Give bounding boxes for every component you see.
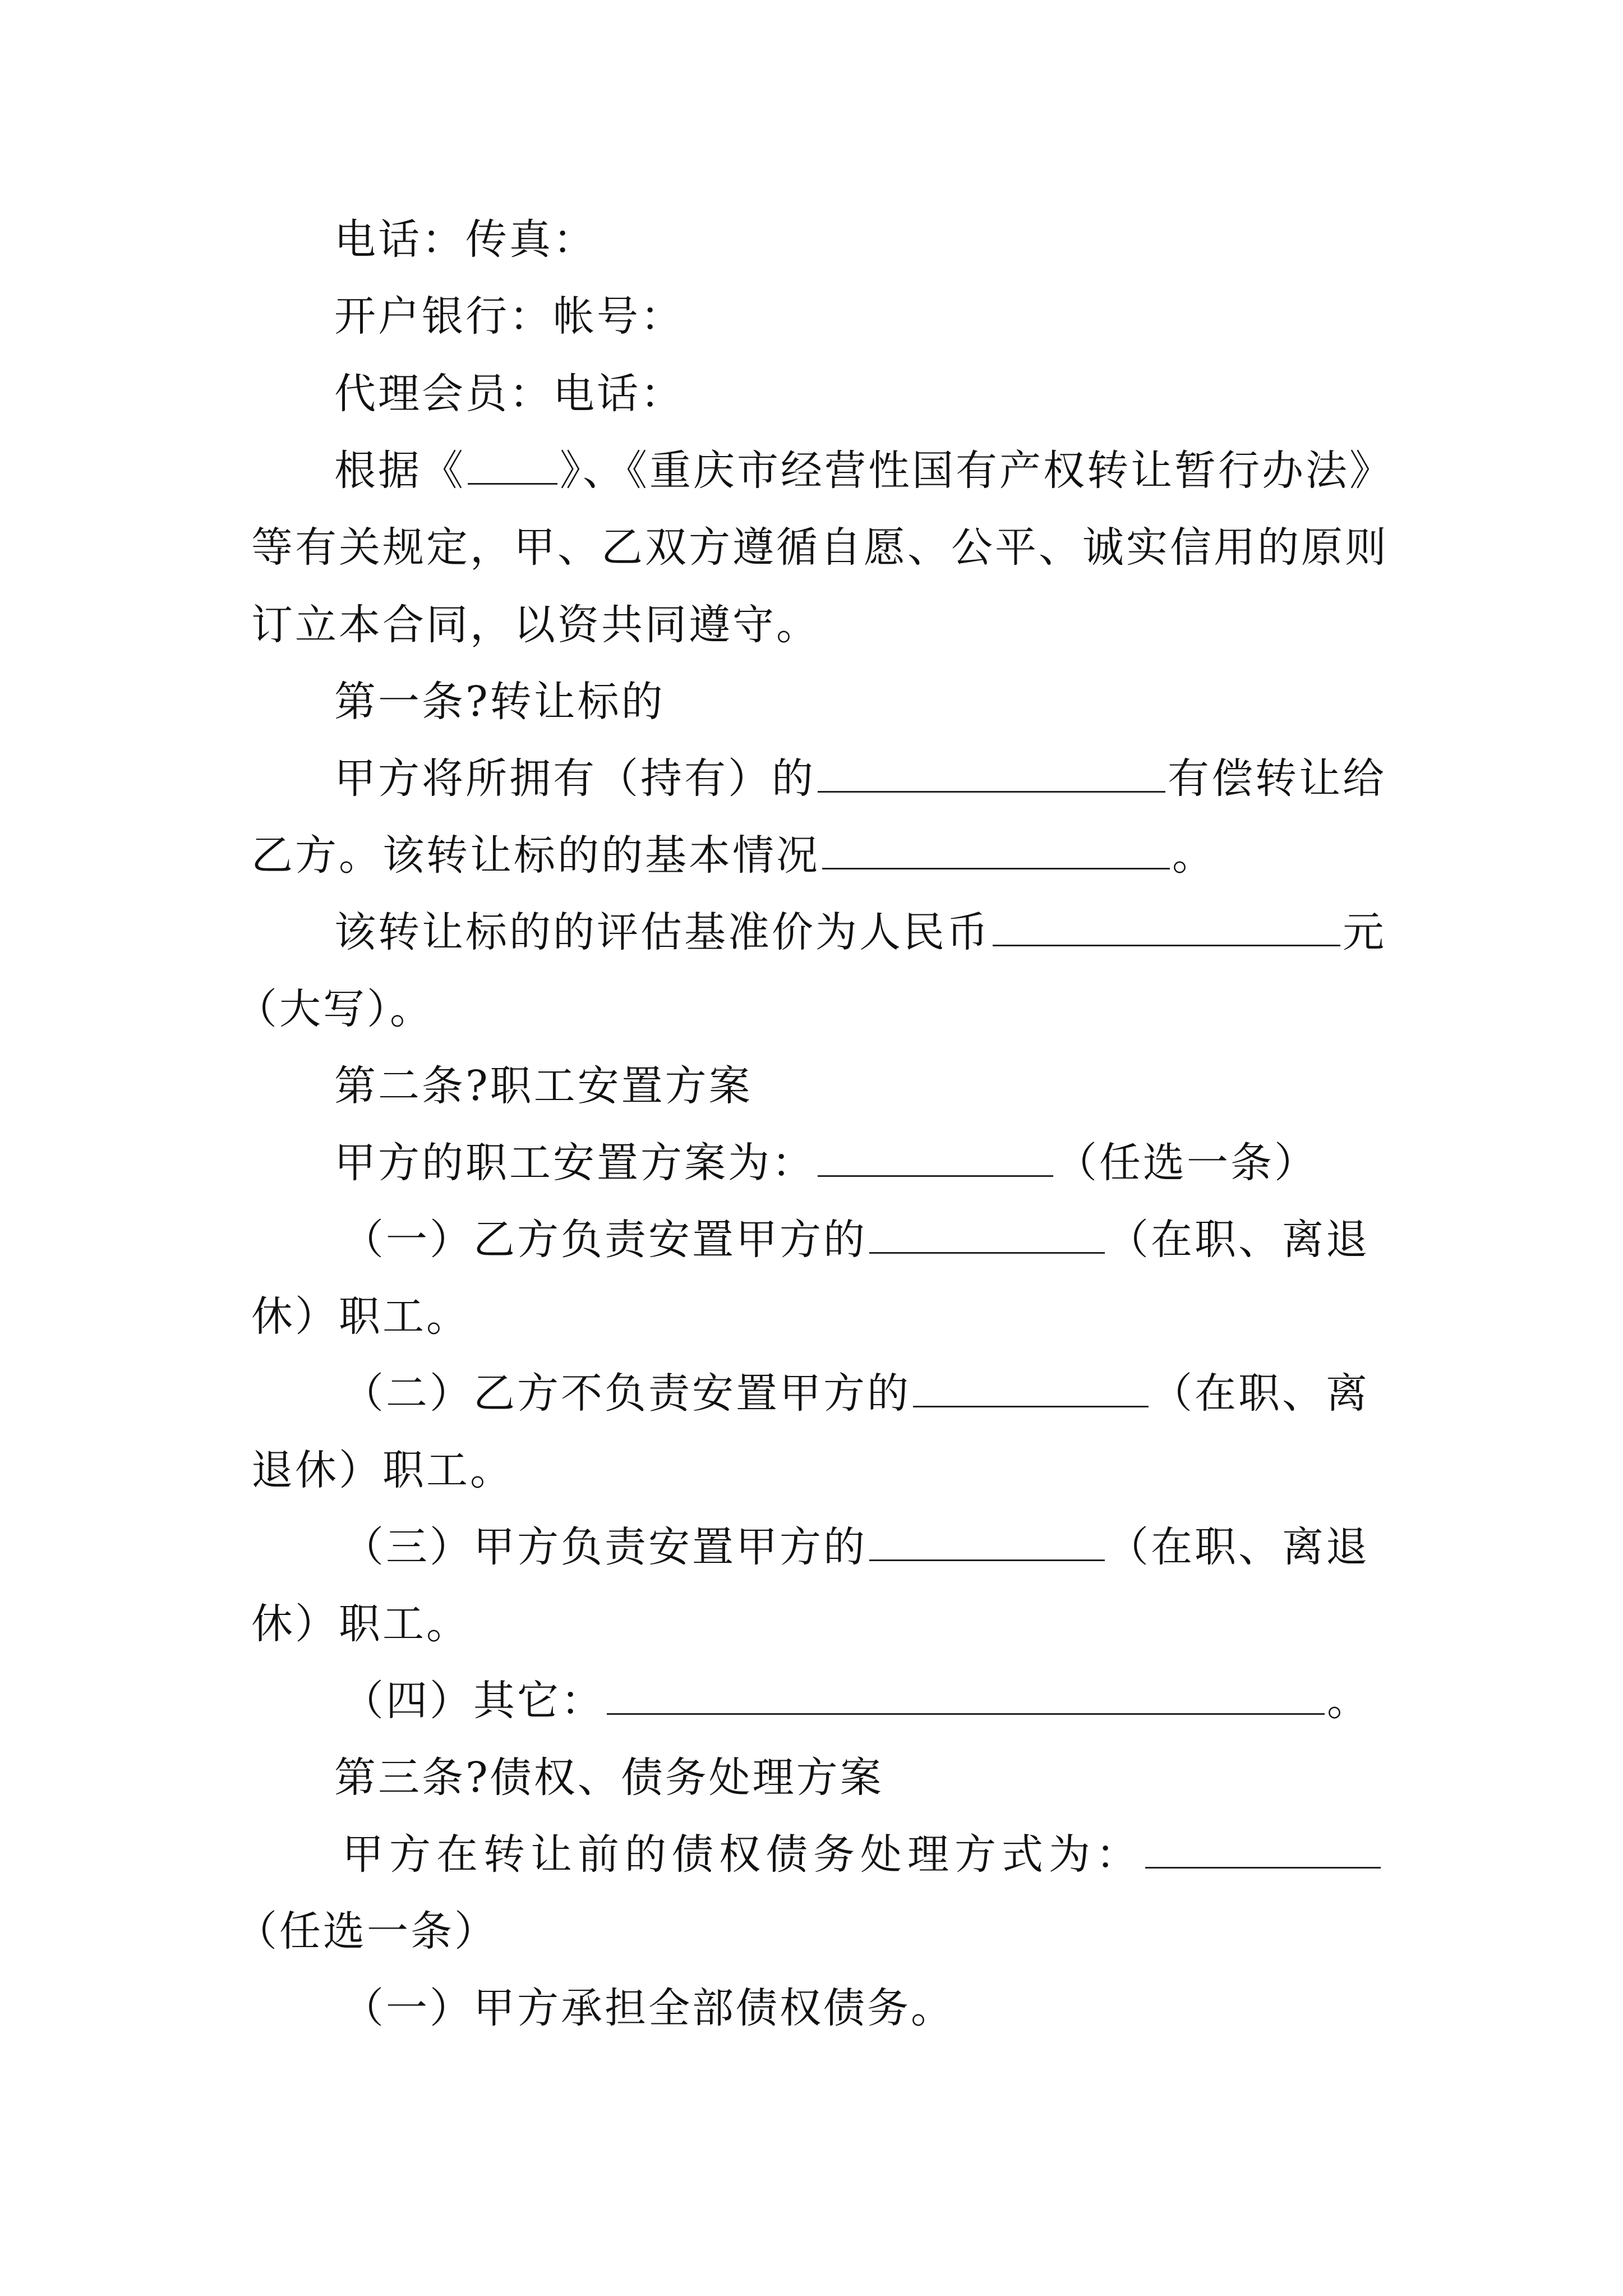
staff-plan-text: 甲方的职工安置方案为： <box>334 1139 815 1187</box>
option-one-end-text: 休）职工。 <box>251 1292 470 1341</box>
article-three-heading <box>334 1747 884 1809</box>
option-two-text: （二）乙方不负责安置甲方的 <box>342 1369 911 1418</box>
option-four-period: 。 <box>1327 1677 1371 1725</box>
staff-plan-choose: （任选一条） <box>1055 1139 1318 1187</box>
option-three-blank <box>869 1557 1105 1561</box>
text-line-contract-made <box>251 594 820 656</box>
valuation-text: 该转让标的的评估基准价为人民币 <box>334 908 990 956</box>
agent-phone-label: 代理会员：电话： <box>334 370 684 418</box>
text-line-debt-choose <box>236 1901 498 1962</box>
option-one-text: （一）乙方负责安置甲方的 <box>342 1216 867 1264</box>
text-line-agent-phone <box>334 363 684 425</box>
text-line-option-four <box>342 1670 1371 1732</box>
basic-info-text: 乙方。该转让标的的基本情况 <box>251 831 820 880</box>
transfer-paid-text: 有偿转让给 <box>1168 754 1386 803</box>
text-line-option-three-end <box>251 1593 470 1655</box>
transfer-subject-text: 甲方将所拥有（持有）的 <box>334 754 815 803</box>
uppercase-text: （大写）。 <box>236 985 434 1033</box>
text-line-principles <box>251 517 1389 578</box>
text-line-basis <box>334 440 1393 501</box>
valuation-unit: 元 <box>1343 908 1386 956</box>
debt-method-blank <box>1145 1865 1381 1869</box>
article-two-heading <box>334 1055 753 1117</box>
law-name-blank <box>468 481 557 485</box>
basic-info-period: 。 <box>1172 831 1216 880</box>
option-four-text: （四）其它： <box>342 1677 605 1725</box>
text-line-option-one <box>342 1209 1370 1271</box>
text-line-option-one-end <box>251 1286 470 1347</box>
text-line-phone-fax <box>334 209 597 270</box>
basis-text-end: 》、《重庆市经营性国有产权转让暂行办法》 <box>560 447 1393 495</box>
text-line-option-two <box>342 1363 1370 1424</box>
text-line-debt-option-one <box>342 1977 955 2039</box>
principles-text: 等有关规定，甲、乙双方遵循自愿、公平、诚实信用的原则 <box>251 523 1389 572</box>
text-line-bank-account <box>334 286 684 347</box>
staff-plan-blank <box>818 1173 1053 1177</box>
text-line-staff-plan <box>334 1132 1318 1194</box>
option-three-end-text: 休）职工。 <box>251 1600 470 1648</box>
text-line-uppercase <box>236 978 434 1040</box>
text-line-transfer-subject <box>334 748 1386 809</box>
option-one-scope: （在职、离退 <box>1107 1216 1370 1264</box>
transfer-subject-blank <box>818 789 1165 793</box>
valuation-amount-blank <box>993 942 1340 946</box>
option-two-blank <box>913 1404 1149 1407</box>
contract-made-text: 订立本合同，以资共同遵守。 <box>251 601 820 649</box>
option-three-scope: （在职、离退 <box>1107 1523 1370 1571</box>
debt-choose-text: （任选一条） <box>236 1907 498 1955</box>
debt-method-text: 甲方在转让前的债权债务处理方式为： <box>342 1830 1143 1879</box>
debt-option-one-text: （一）甲方承担全部债权债务。 <box>342 1984 955 2032</box>
basic-info-blank <box>822 866 1170 869</box>
option-two-end-text: 退休）职工。 <box>251 1446 514 1494</box>
option-one-blank <box>869 1250 1105 1254</box>
phone-fax-label: 电话：传真： <box>334 215 597 264</box>
text-line-valuation <box>334 901 1386 963</box>
article-two-title: 第二条?职工安置方案 <box>334 1062 753 1110</box>
text-line-option-two-end <box>251 1439 514 1501</box>
bank-account-label: 开户银行：帐号： <box>334 292 684 341</box>
article-one-title: 第一条?转让标的 <box>334 678 665 726</box>
option-three-text: （三）甲方负责安置甲方的 <box>342 1523 867 1571</box>
option-two-scope: （在职、离 <box>1151 1369 1370 1418</box>
text-line-debt-method <box>342 1824 1383 1885</box>
text-line-option-three <box>342 1516 1370 1578</box>
text-line-basic-info <box>251 825 1216 886</box>
article-three-title: 第三条?债权、债务处理方案 <box>334 1754 884 1802</box>
article-one-heading <box>334 671 665 733</box>
basis-text-start: 根据《 <box>334 447 465 495</box>
option-four-blank <box>607 1711 1325 1715</box>
